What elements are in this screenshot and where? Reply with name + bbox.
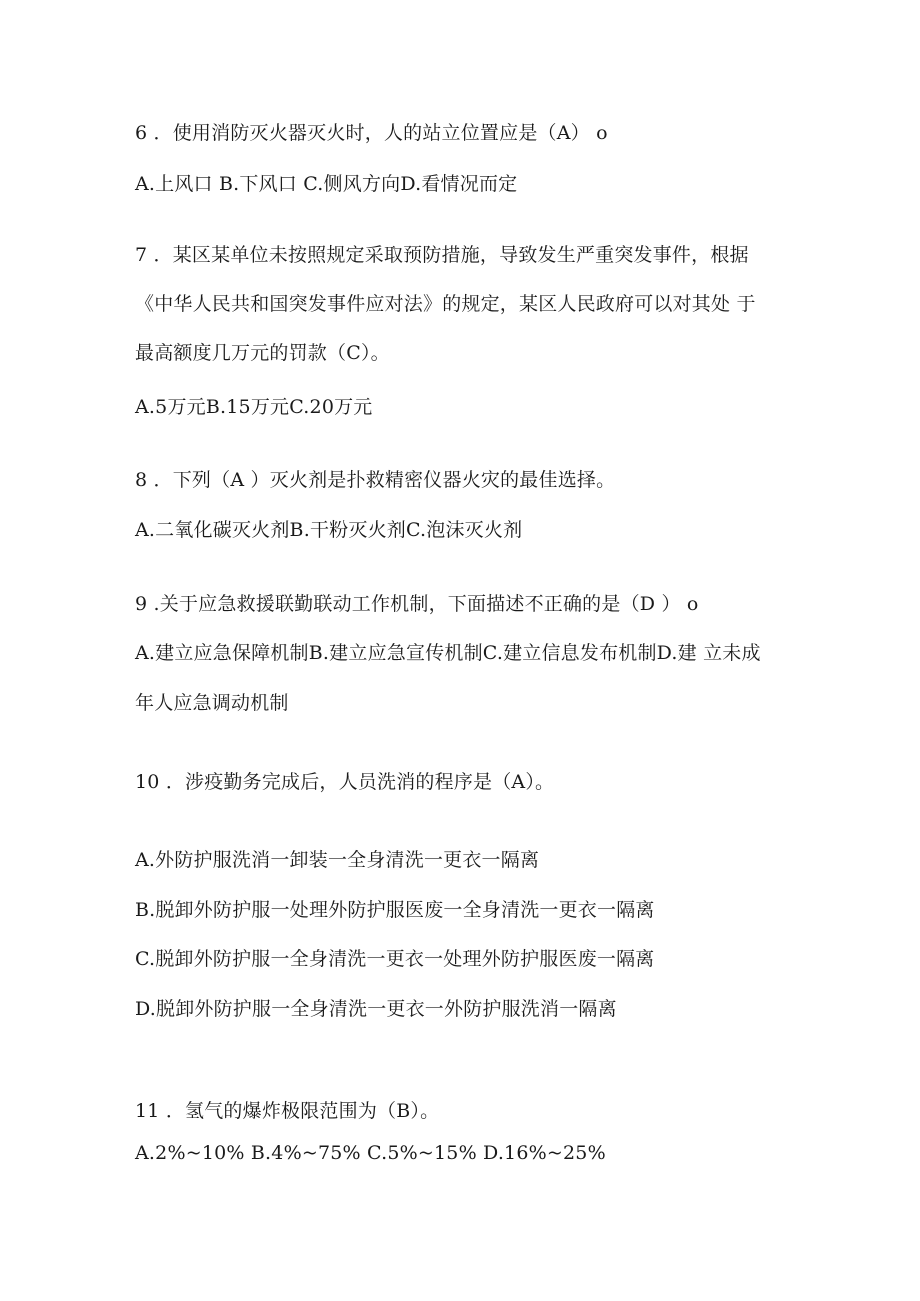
- question-7-line-3: 最高额度几万元的罚款（C）。: [135, 342, 390, 364]
- question-6-options: A.上风口 B.下风口 C.侧风方向D.看情况而定: [135, 173, 518, 195]
- question-7-options: A.5万元B.15万元C.20万元: [135, 396, 373, 418]
- question-9: 9 .关于应急救援联勤联动工作机制，下面描述不正确的是（D ） o: [135, 593, 699, 615]
- question-9-options-line-1: A.建立应急保障机制B.建立应急宣传机制C.建立信息发布机制D.建 立未成: [135, 642, 761, 664]
- question-6: 6 ．使用消防灭火器灭火时，人的站立位置应是（A） o: [135, 122, 608, 144]
- question-7-line-2: 《中华人民共和国突发事件应对法》的规定，某区人民政府可以对其处 于: [135, 293, 756, 315]
- question-8: 8 ．下列（A ）灭火剂是扑救精密仪器火灾的最佳选择。: [135, 469, 616, 491]
- question-11-options: A.2%~10% B.4%~75% C.5%~15% D.16%~25%: [135, 1142, 606, 1164]
- question-7-line-1: 7 ．某区某单位未按照规定采取预防措施，导致发生严重突发事件，根据: [135, 244, 749, 266]
- question-10: 10 ．涉疫勤务完成后，人员洗消的程序是（A）。: [135, 771, 555, 793]
- question-11: 11 ．氢气的爆炸极限范围为（B）。: [135, 1100, 440, 1122]
- question-10-option-c: C.脱卸外防护服一全身清洗一更衣一处理外防护服医废一隔离: [135, 948, 655, 970]
- question-8-options: A.二氧化碳灭火剂B.干粉灭火剂C.泡沫灭火剂: [135, 519, 523, 541]
- question-10-option-a: A.外防护服洗消一卸装一全身清洗一更衣一隔离: [135, 849, 540, 871]
- question-10-option-b: B.脱卸外防护服一处理外防护服医废一全身清洗一更衣一隔离: [135, 899, 655, 921]
- question-9-options-line-2: 年人应急调动机制: [135, 692, 289, 714]
- question-10-option-d: D.脱卸外防护服一全身清洗一更衣一外防护服洗消一隔离: [135, 998, 617, 1020]
